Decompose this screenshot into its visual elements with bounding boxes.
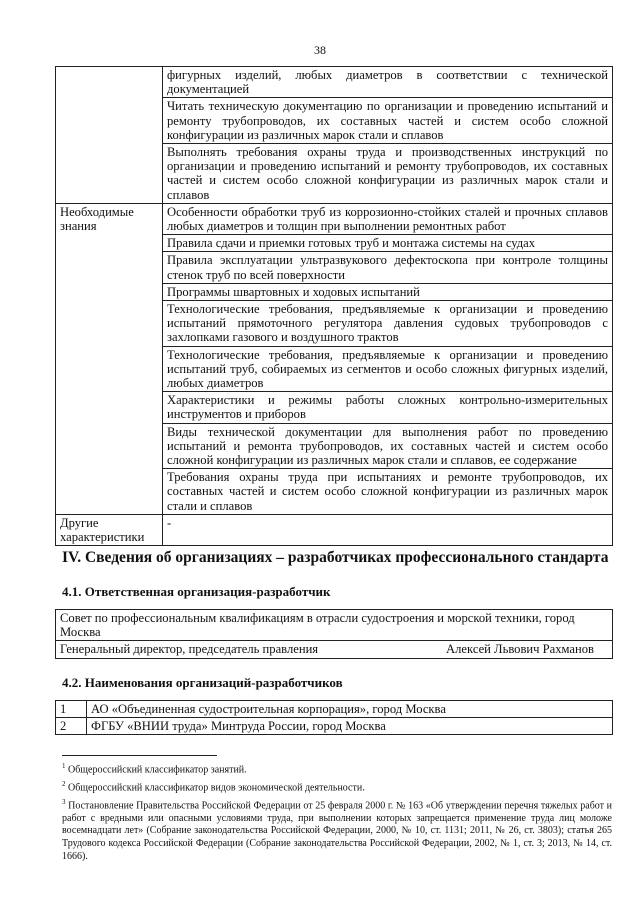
row-text: Особенности обработки труб из коррозионно-стойких сталей и прочных сплавов любых диаметров и толщин при выполнении ремонтных работ	[163, 203, 613, 234]
footnote-text: Постановление Правительства Российской Федерации от 25 февраля 2000 г. № 163 «Об утверждении перечня тяжелых работ и работ с вредными или опасными условиями труда, при выполнении которых запрещается применение труда лиц моложе восемнадцати лет» (Собрание законодательства Российской Федерации, 2000, № 10, ст. 1131; 2011, № 26, ст. 3803); статья 265 Трудового кодекса Российской Федерации (Собрание законодательства Российской Федерации, 2002, № 1, ст. 3; 2013, № 14, ст. 1666).	[62, 800, 612, 862]
row-text: Технологические требования, предъявляемые к организации и проведению испытаний труб, собираемых из сегментов и особо сложных фигурных изделий, любых диаметров	[163, 346, 613, 392]
org-name: АО «Объединенная судостроительная корпорация», город Москва	[87, 701, 613, 718]
org-number: 1	[56, 701, 87, 718]
table-row	[56, 641, 613, 658]
skills-knowledge-table	[55, 66, 613, 546]
footnote	[62, 760, 612, 777]
table-row	[56, 514, 613, 545]
footnote-text: Общероссийский классификатор занятий.	[65, 764, 247, 776]
table-row	[56, 203, 613, 234]
table-row	[56, 67, 613, 98]
row-text: Характеристики и режимы работы сложных контрольно-измерительных инструментов и приборов	[163, 392, 613, 423]
footnote-divider	[62, 755, 217, 756]
footnote-mark: 3	[62, 797, 66, 806]
section-iv-title: IV. Сведения об организациях – разработчиках профессионального стандарта	[62, 549, 609, 566]
footnotes	[62, 760, 612, 864]
table-row	[56, 701, 613, 718]
subsection-4-1-title: 4.1. Ответственная организация-разработчик	[62, 584, 331, 599]
row-label	[56, 67, 163, 204]
footnote-mark: 1	[62, 762, 66, 770]
row-text: Правила сдачи и приемки готовых труб и монтажа системы на судах	[163, 235, 613, 252]
row-text: Виды технической документации для выполнения работ по проведению испытаний и ремонта трубопроводов, их составных частей и систем особо сложной конфигурации из различных марок стали и сплавов, ее содержание	[163, 423, 613, 469]
head-name: Алексей Львович Рахманов	[446, 642, 594, 657]
row-label-other: Другие характеристики	[56, 514, 163, 545]
footnote-text: Общероссийский классификатор видов экономической деятельности.	[65, 782, 365, 794]
row-text: фигурных изделий, любых диаметров в соответствии с технической документацией	[163, 67, 613, 98]
row-label-knowledge: Необходимые знания	[56, 203, 163, 514]
footnote-mark: 2	[62, 779, 66, 788]
footnote	[62, 796, 612, 863]
row-text: Программы швартовных и ходовых испытаний	[163, 283, 613, 300]
org-number: 2	[56, 718, 87, 735]
table-row	[56, 610, 613, 641]
org-name: ФГБУ «ВНИИ труда» Минтруда России, город Москва	[87, 718, 613, 735]
row-text: -	[163, 514, 613, 545]
table-row	[56, 718, 613, 735]
page-number: 38	[314, 43, 326, 57]
responsible-org-head	[56, 641, 613, 658]
responsible-org-table	[55, 609, 613, 659]
row-text: Технологические требования, предъявляемые к организации и проведению испытаний прямоточного регулятора давления судовых трубопроводов с захлопками газового и воздушного трактов	[163, 301, 613, 347]
row-text: Читать техническую документацию по организации и проведению испытаний и ремонту трубопроводов, их составных частей и систем особо сложной конфигурации из различных марок стали и сплавов	[163, 98, 613, 144]
subsection-4-2-title: 4.2. Наименования организаций-разработчиков	[62, 675, 343, 690]
responsible-org-name: Совет по профессиональным квалификациям в отрасли судостроения и морской техники, город Москва	[56, 610, 613, 641]
row-text: Правила эксплуатации ультразвукового дефектоскопа при контроле толщины стенок труб по всей поверхности	[163, 252, 613, 283]
row-text: Требования охраны труда при испытаниях и ремонте трубопроводов, их составных частей и систем особо сложной конфигурации из различных марок стали и сплавов	[163, 469, 613, 515]
head-position: Генеральный директор, председатель правления	[60, 642, 319, 657]
developer-orgs-table	[55, 700, 613, 735]
row-text: Выполнять требования охраны труда и производственных инструкций по организации и проведению испытаний и ремонту трубопроводов, их составных частей и систем особо сложной конфигурации из различных марок стали и сплавов	[163, 144, 613, 204]
footnote	[62, 778, 612, 795]
